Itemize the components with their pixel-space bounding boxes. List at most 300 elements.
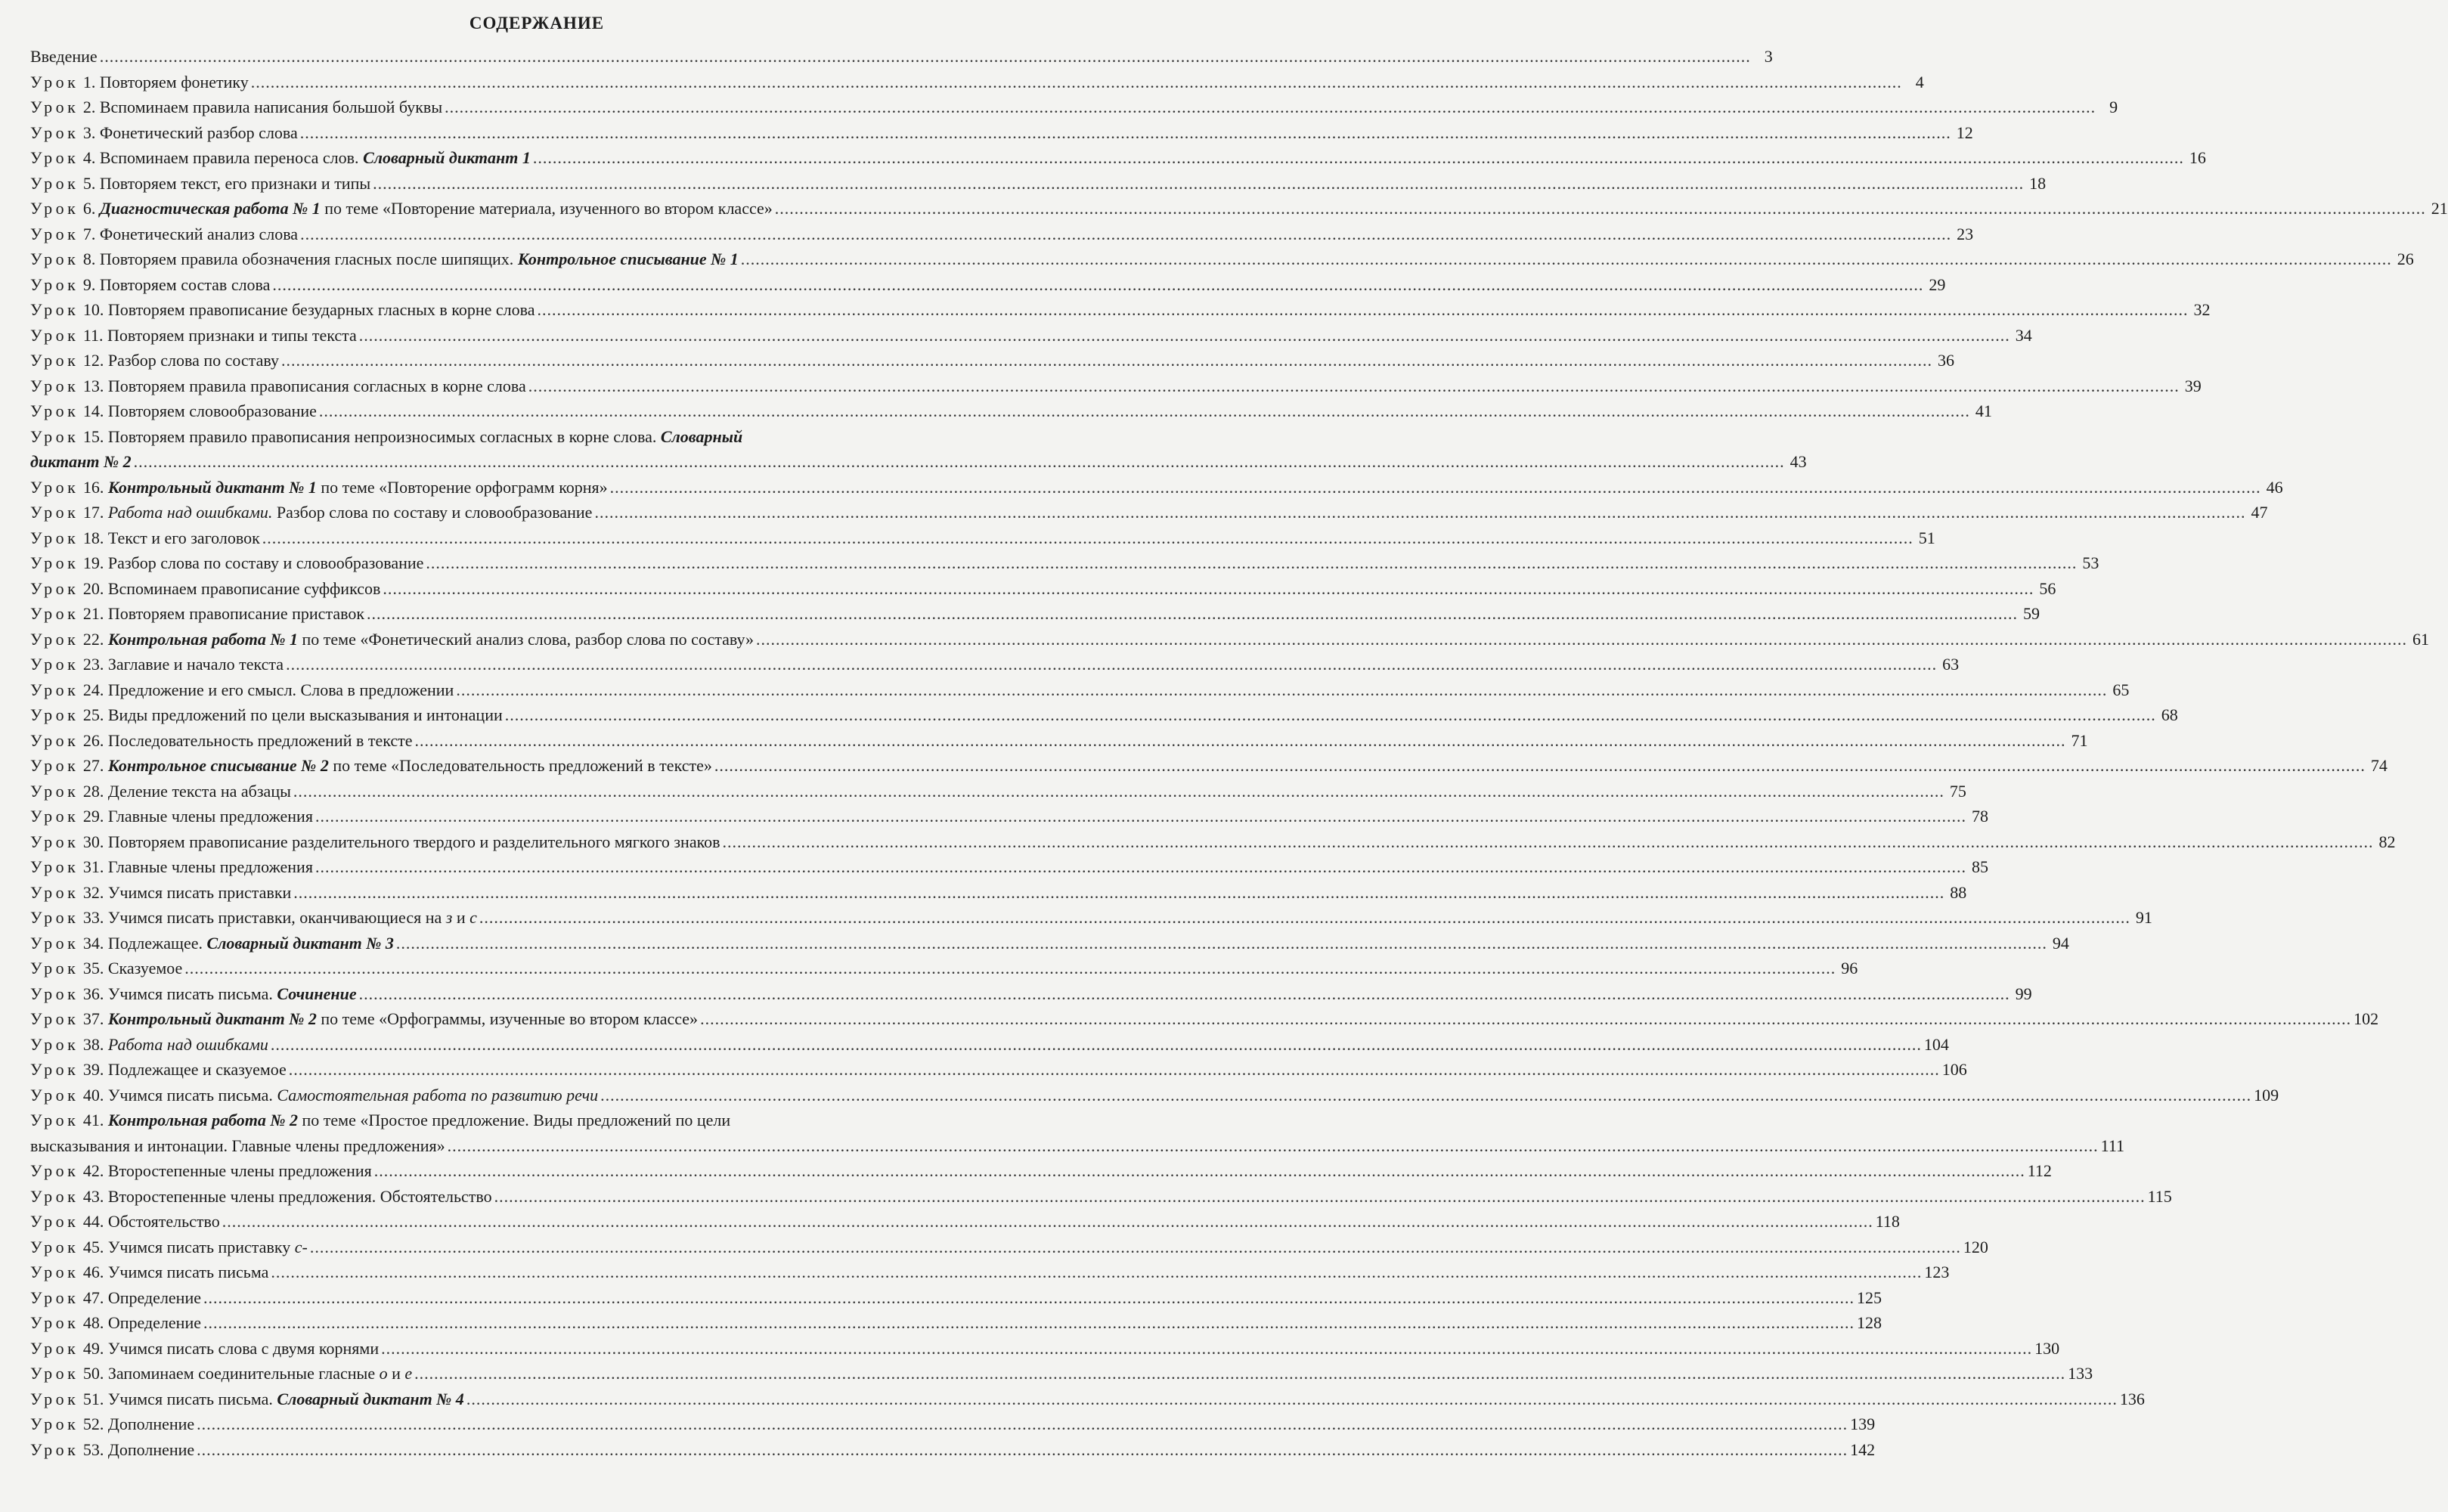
lesson-prefix: Урок <box>30 1389 79 1408</box>
entry-label <box>30 1235 308 1260</box>
page-number: 63 <box>1942 655 1960 674</box>
entry-text-segment: 12. Разбор слова по составу <box>82 351 279 370</box>
toc-entry[interactable] <box>30 1235 1988 1260</box>
entry-label <box>30 1361 412 1387</box>
page-number: 78 <box>1971 807 1988 826</box>
lesson-prefix: Урок <box>30 578 79 598</box>
lesson-prefix: Урок <box>30 274 79 294</box>
lesson-prefix: Урок <box>30 503 79 522</box>
lesson-prefix: Урок <box>30 1263 79 1281</box>
entry-label <box>30 525 260 551</box>
page-title: СОДЕРЖАНИЕ <box>469 14 605 33</box>
dot-leader <box>293 779 1944 804</box>
lesson-prefix: Урок <box>30 249 79 268</box>
entry-text-segment: 28. Деление текста на абзацы <box>82 781 291 801</box>
lesson-prefix: Урок <box>30 1287 79 1307</box>
toc-list <box>30 44 2448 1462</box>
entry-text-segment: 53. Дополнение <box>82 1439 195 1459</box>
entry-text-segment: Работа над ошибками. <box>107 503 273 522</box>
entry-text-segment: 22. <box>82 629 108 649</box>
toc-entry[interactable] <box>30 525 1935 551</box>
dot-leader <box>300 120 1951 146</box>
toc-entry[interactable] <box>30 475 2283 500</box>
page-number: 111 <box>2100 1136 2125 1155</box>
entry-line <box>30 424 1066 450</box>
toc-entry[interactable] <box>30 70 1924 95</box>
dot-leader <box>396 931 2047 956</box>
page-number: 112 <box>2027 1161 2052 1180</box>
entry-label <box>30 804 313 829</box>
page-number: 74 <box>2370 756 2388 775</box>
entry-text-segment: 41. <box>82 1111 108 1129</box>
page-number: 41 <box>1975 401 1992 420</box>
entry-text-segment: 34. Подлежащее. <box>82 933 207 953</box>
toc-entry[interactable] <box>30 1336 2060 1362</box>
dot-leader <box>134 449 1785 475</box>
dot-leader <box>415 728 2066 754</box>
entry-label <box>30 94 442 120</box>
toc-entry[interactable] <box>30 246 2414 272</box>
toc-entry[interactable] <box>30 677 2130 703</box>
page-number: 65 <box>2112 680 2130 699</box>
page-number: 109 <box>2254 1085 2279 1105</box>
page-number: 43 <box>1790 452 1807 471</box>
dot-leader <box>100 44 1751 70</box>
entry-text-segment: с <box>469 908 477 927</box>
page-number: 46 <box>2266 477 2283 497</box>
entry-text-segment: Контрольное списывание № 2 <box>107 756 329 775</box>
dot-leader <box>271 1259 1922 1285</box>
toc-entry[interactable] <box>30 880 1967 906</box>
dot-leader <box>528 373 2180 399</box>
entry-text-segment: 48. Определение <box>82 1313 201 1332</box>
entry-text-segment: 16. <box>82 477 108 497</box>
entry-label <box>30 550 423 576</box>
toc-entry[interactable] <box>30 931 2069 956</box>
dot-leader <box>359 323 2010 349</box>
toc-entry[interactable] <box>30 94 2118 120</box>
lesson-prefix: Урок <box>30 148 79 167</box>
page-number: 130 <box>2034 1338 2060 1358</box>
lesson-prefix: Урок <box>30 351 79 370</box>
toc-entry[interactable] <box>30 348 1954 373</box>
entry-text-segment: 3. Фонетический разбор слова <box>82 122 298 142</box>
lesson-prefix: Урок <box>30 553 79 572</box>
toc-entry[interactable] <box>30 981 2032 1007</box>
dot-leader <box>359 981 2010 1007</box>
toc-entry[interactable] <box>30 702 2178 728</box>
entry-text-segment: Контрольный диктант № 2 <box>107 1009 317 1028</box>
entry-text-segment: о <box>379 1364 388 1383</box>
entry-label <box>30 1336 379 1362</box>
toc-entry[interactable] <box>30 1209 1900 1235</box>
entry-text-segment: Работа над ошибками <box>107 1034 268 1054</box>
toc-entry[interactable] <box>30 1006 2379 1032</box>
entry-label <box>30 854 313 880</box>
entry-label <box>30 829 720 855</box>
entry-label <box>30 500 592 525</box>
entry-text-segment: 43. Второстепенные члены предложения. Обстоятельство <box>82 1186 492 1206</box>
toc-entry[interactable] <box>30 652 1960 677</box>
toc-entry[interactable] <box>30 145 2206 171</box>
page-number: 59 <box>2023 604 2041 623</box>
entry-label <box>30 398 317 424</box>
toc-entry[interactable] <box>30 222 1974 247</box>
entry-text-segment: Контрольная работа № 1 <box>107 629 299 649</box>
entry-text-segment: 45. Учимся писать приставку <box>82 1237 295 1256</box>
lesson-prefix: Урок <box>30 1161 79 1180</box>
entry-label <box>30 880 291 906</box>
page-number: 12 <box>1956 122 1973 142</box>
dot-leader <box>723 829 2374 855</box>
dot-leader <box>197 1411 1848 1437</box>
lesson-prefix: Урок <box>30 882 79 902</box>
entry-label <box>30 1437 194 1463</box>
dot-leader <box>197 1437 1848 1463</box>
toc-page <box>30 14 2448 1462</box>
dot-leader <box>315 804 1966 829</box>
lesson-prefix: Урок <box>30 908 79 927</box>
entry-label <box>30 1285 201 1311</box>
toc-entry[interactable] <box>30 956 1858 981</box>
entry-label <box>30 728 413 754</box>
entry-text-segment: 27. <box>82 756 108 775</box>
dot-leader <box>374 1158 2025 1184</box>
toc-entry[interactable] <box>30 323 2032 349</box>
entry-text-segment: 33. Учимся писать приставки, оканчивающиеся на <box>82 908 446 927</box>
dot-leader <box>445 94 2096 120</box>
dot-leader <box>272 272 1923 298</box>
lesson-prefix: Урок <box>30 730 79 750</box>
toc-entry[interactable] <box>30 1387 2145 1412</box>
lesson-prefix: Урок <box>30 604 79 623</box>
entry-text-segment: 23. Заглавие и начало текста <box>82 655 284 674</box>
toc-entry[interactable] <box>30 1437 1876 1463</box>
entry-text-segment: 6. <box>82 199 100 218</box>
entry-label <box>30 1057 287 1083</box>
page-number: 85 <box>1971 857 1988 876</box>
page-number: 53 <box>2082 553 2099 572</box>
page-number: 125 <box>1857 1287 1882 1307</box>
entry-label <box>30 753 712 779</box>
toc-entry[interactable] <box>30 1361 2093 1387</box>
toc-entry[interactable] <box>30 424 1807 475</box>
entry-label <box>30 120 298 146</box>
entry-text-segment: по теме «Фонетический анализ слова, разбор слова по составу» <box>298 629 755 649</box>
dot-leader <box>594 500 2245 525</box>
page-number: 51 <box>1918 528 1935 547</box>
entry-text-segment: 1. Повторяем фонетику <box>82 72 249 91</box>
lesson-prefix: Урок <box>30 325 79 345</box>
entry-text-segment: Контрольный диктант № 1 <box>107 477 317 497</box>
entry-label <box>30 222 298 247</box>
lesson-prefix: Урок <box>30 1439 79 1459</box>
entry-label-continued <box>30 449 132 475</box>
page-number: 9 <box>2109 98 2118 116</box>
entry-label <box>30 323 357 349</box>
page-number: 34 <box>2015 325 2032 345</box>
entry-text-segment: Разбор слова по составу и словообразование <box>272 503 593 522</box>
toc-entry[interactable] <box>30 1285 1882 1311</box>
toc-entry[interactable] <box>30 1310 1882 1336</box>
dot-leader <box>251 70 1902 95</box>
page-number: 23 <box>1957 224 1974 243</box>
entry-label <box>30 627 754 652</box>
entry-text-segment: 49. Учимся писать слова с двумя корнями <box>82 1338 380 1358</box>
toc-entry[interactable] <box>30 1057 1967 1083</box>
entry-text-segment: Самостоятельная работа по развитию речи <box>277 1085 599 1105</box>
dot-leader <box>741 246 2392 272</box>
entry-text-segment: с- <box>294 1237 308 1256</box>
page-number: 128 <box>1857 1313 1882 1332</box>
lesson-prefix: Урок <box>30 199 79 218</box>
dot-leader <box>315 854 1966 880</box>
entry-text-segment: 44. Обстоятельство <box>82 1212 220 1231</box>
toc-entry[interactable] <box>30 44 1773 70</box>
dot-leader <box>714 753 2366 779</box>
lesson-prefix: Урок <box>30 1009 79 1028</box>
entry-text-segment: и <box>452 908 470 927</box>
dot-leader <box>700 1006 2351 1032</box>
entry-text-segment: 52. Дополнение <box>82 1414 195 1433</box>
entry-label <box>30 70 249 95</box>
dot-leader <box>203 1310 1855 1336</box>
entry-label <box>30 1259 268 1285</box>
entry-text-segment: 26. Последовательность предложений в тексте <box>82 730 413 750</box>
entry-text-segment: 5. Повторяем текст, его признаки и типы <box>82 173 371 193</box>
lesson-prefix: Урок <box>30 300 79 319</box>
lesson-prefix: Урок <box>30 1313 79 1332</box>
lesson-prefix: Урок <box>30 1364 79 1383</box>
entry-text-segment: по теме «Последовательность предложений в тексте» <box>328 756 712 775</box>
entry-text-segment: 19. Разбор слова по составу и словообразование <box>82 553 424 572</box>
entry-text-segment: по теме «Простое предложение. Виды предложений по цели <box>298 1111 731 1129</box>
dot-leader <box>367 601 2018 627</box>
entry-label <box>30 1158 372 1184</box>
entry-label <box>30 1411 194 1437</box>
toc-entry[interactable] <box>30 500 2268 525</box>
page-number: 39 <box>2184 376 2202 395</box>
toc-entry[interactable] <box>30 905 2152 931</box>
toc-entry[interactable] <box>30 550 2099 576</box>
lesson-prefix: Урок <box>30 72 79 91</box>
toc-entry[interactable] <box>30 120 1973 146</box>
toc-entry[interactable] <box>30 728 2088 754</box>
entry-label <box>30 1387 464 1412</box>
entry-text-segment: Контрольное списывание № 1 <box>517 249 739 268</box>
toc-entry[interactable] <box>30 779 1966 804</box>
toc-entry[interactable] <box>30 1158 2052 1184</box>
entry-label <box>30 1310 201 1336</box>
entry-text-segment: 14. Повторяем словообразование <box>82 401 317 420</box>
toc-entry[interactable] <box>30 1032 1949 1058</box>
toc-entry[interactable] <box>30 1108 2125 1158</box>
dot-leader <box>271 1032 1922 1058</box>
entry-text-segment: 51. Учимся писать письма. <box>82 1389 277 1408</box>
entry-text-segment: 24. Предложение и его смысл. Слова в предложении <box>82 680 454 699</box>
page-number: 16 <box>2189 148 2206 167</box>
lesson-prefix: Урок <box>30 528 79 547</box>
page-number: 106 <box>1941 1060 1967 1079</box>
page-number: 104 <box>1923 1034 1949 1054</box>
entry-label <box>30 702 503 728</box>
page-number: 136 <box>2119 1389 2145 1408</box>
dot-leader <box>373 171 2024 197</box>
page-number: 47 <box>2251 503 2268 522</box>
toc-entry[interactable] <box>30 196 2448 222</box>
entry-text-segment: 7. Фонетический анализ слова <box>82 224 299 243</box>
dot-leader <box>505 702 2156 728</box>
toc-entry[interactable] <box>30 297 2211 323</box>
entry-text-segment: е <box>404 1364 413 1383</box>
toc-entry[interactable] <box>30 576 2056 602</box>
entry-label <box>30 196 773 222</box>
entry-label <box>30 1083 598 1108</box>
entry-text-segment: з <box>445 908 453 927</box>
entry-label <box>30 297 535 323</box>
toc-entry[interactable] <box>30 1259 1950 1285</box>
page-number: 68 <box>2161 705 2178 724</box>
lesson-prefix: Урок <box>30 1414 79 1433</box>
entry-text-segment: 10. Повторяем правописание безударных гласных в корне слова <box>82 300 535 319</box>
page-number: 36 <box>1937 351 1954 370</box>
toc-entry[interactable] <box>30 627 2430 652</box>
page-number: 21 <box>2431 199 2448 218</box>
entry-text-segment: Сочинение <box>277 984 357 1003</box>
entry-text-segment: 15. Повторяем правило правописания непроизносимых согласных в корне слова. <box>82 426 661 446</box>
dot-leader <box>756 627 2407 652</box>
entry-text-segment: 40. Учимся писать письма. <box>82 1085 277 1105</box>
entry-text-segment: Словарный диктант № 4 <box>277 1389 464 1408</box>
lesson-prefix: Урок <box>30 426 79 446</box>
dot-leader <box>610 475 2261 500</box>
entry-text-segment: по теме «Повторение материала, изученного во втором классе» <box>320 199 773 218</box>
entry-label <box>30 1111 730 1129</box>
lesson-prefix: Урок <box>30 1111 79 1129</box>
entry-label <box>30 1209 220 1235</box>
page-number: 75 <box>1949 781 1966 801</box>
toc-entry[interactable] <box>30 373 2202 399</box>
entry-text-segment: 11. Повторяем признаки и типы текста <box>82 325 357 345</box>
toc-entry[interactable] <box>30 272 1946 298</box>
lesson-prefix: Урок <box>30 781 79 801</box>
entry-text-segment: 17. <box>82 503 108 522</box>
lesson-prefix: Урок <box>30 1338 79 1358</box>
entry-label <box>30 956 182 981</box>
dot-leader <box>775 196 2426 222</box>
entry-label <box>30 348 279 373</box>
entry-label <box>30 677 454 703</box>
toc-entry[interactable] <box>30 601 2041 627</box>
lesson-prefix: Урок <box>30 224 79 243</box>
dot-leader <box>383 576 2034 602</box>
page-number: 96 <box>1841 959 1858 978</box>
dot-leader <box>414 1361 2065 1387</box>
lesson-prefix: Урок <box>30 477 79 497</box>
entry-text-segment: 32. Учимся писать приставки <box>82 882 292 902</box>
toc-entry[interactable] <box>30 804 1988 829</box>
entry-text-segment: Контрольная работа № 2 <box>107 1111 299 1129</box>
entry-text-segment: 13. Повторяем правила правописания согласных в корне слова <box>82 376 526 395</box>
entry-text-segment: 18. Текст и его заголовок <box>82 528 260 547</box>
lesson-prefix: Урок <box>30 807 79 826</box>
entry-text-segment: Словарный диктант 1 <box>363 148 531 167</box>
entry-text-segment: 2. Вспоминаем правила написания большой буквы <box>82 98 443 116</box>
page-number: 82 <box>2378 832 2396 851</box>
page-number: 120 <box>1963 1237 1988 1256</box>
dot-leader <box>533 145 2184 171</box>
entry-label <box>30 905 477 931</box>
entry-text-segment: Словарный диктант № 3 <box>206 933 394 953</box>
toc-entry[interactable] <box>30 1083 2279 1108</box>
dot-leader <box>293 880 1944 906</box>
entry-text-segment: по теме «Повторение орфограмм корня» <box>316 477 608 497</box>
entry-label-continued <box>30 1133 445 1159</box>
lesson-prefix: Урок <box>30 98 79 116</box>
entry-label <box>30 246 739 272</box>
lesson-prefix: Урок <box>30 122 79 142</box>
lesson-prefix: Урок <box>30 1237 79 1256</box>
page-number: 3 <box>1764 47 1773 66</box>
entry-text-segment: высказывания и интонации. Главные члены предложения» <box>30 1136 445 1155</box>
lesson-prefix: Урок <box>30 1085 79 1105</box>
entry-label <box>30 145 531 171</box>
entry-text-segment: 35. Сказуемое <box>82 959 183 978</box>
toc-entry[interactable] <box>30 171 2047 197</box>
dot-leader <box>184 956 1836 981</box>
lesson-prefix: Урок <box>30 933 79 953</box>
toc-entry[interactable] <box>30 854 1988 880</box>
dot-leader <box>426 550 2077 576</box>
page-number: 61 <box>2412 629 2430 649</box>
dot-leader <box>300 222 1951 247</box>
entry-label <box>30 373 526 399</box>
lesson-prefix: Урок <box>30 857 79 876</box>
entry-text-segment: 39. Подлежащее и сказуемое <box>82 1060 287 1079</box>
lesson-prefix: Урок <box>30 1212 79 1231</box>
toc-entry[interactable] <box>30 753 2388 779</box>
entry-text-segment: диктант № 2 <box>30 452 132 471</box>
entry-text-segment: 31. Главные члены предложения <box>82 857 313 876</box>
page-number: 115 <box>2147 1186 2172 1206</box>
entry-label <box>30 44 98 70</box>
toc-entry[interactable] <box>30 1184 2172 1210</box>
entry-line-continued <box>30 449 1807 475</box>
toc-entry[interactable] <box>30 829 2396 855</box>
page-number: 118 <box>1875 1212 1900 1231</box>
lesson-prefix: Урок <box>30 655 79 674</box>
dot-leader <box>203 1285 1855 1311</box>
toc-entry[interactable] <box>30 1411 1876 1437</box>
entry-text-segment: и <box>387 1364 405 1383</box>
lesson-prefix: Урок <box>30 376 79 395</box>
page-number: 91 <box>2135 908 2152 927</box>
entry-text-segment: 9. Повторяем состав слова <box>82 274 271 294</box>
entry-label <box>30 475 608 500</box>
entry-label <box>30 931 394 956</box>
toc-entry[interactable] <box>30 398 1992 424</box>
lesson-prefix: Урок <box>30 832 79 851</box>
entry-text-segment: 47. Определение <box>82 1287 201 1307</box>
page-number: 99 <box>2015 984 2032 1003</box>
entry-label <box>30 427 742 446</box>
entry-text-segment: 50. Запоминаем соединительные гласные <box>82 1364 380 1383</box>
entry-text-segment: 42. Второстепенные члены предложения <box>82 1161 372 1180</box>
entry-text-segment: 38. <box>82 1034 108 1054</box>
entry-text-segment: 21. Повторяем правописание приставок <box>82 604 365 623</box>
page-number: 56 <box>2039 578 2056 598</box>
entry-text-segment: 8. Повторяем правила обозначения гласных после шипящих. <box>82 249 518 268</box>
